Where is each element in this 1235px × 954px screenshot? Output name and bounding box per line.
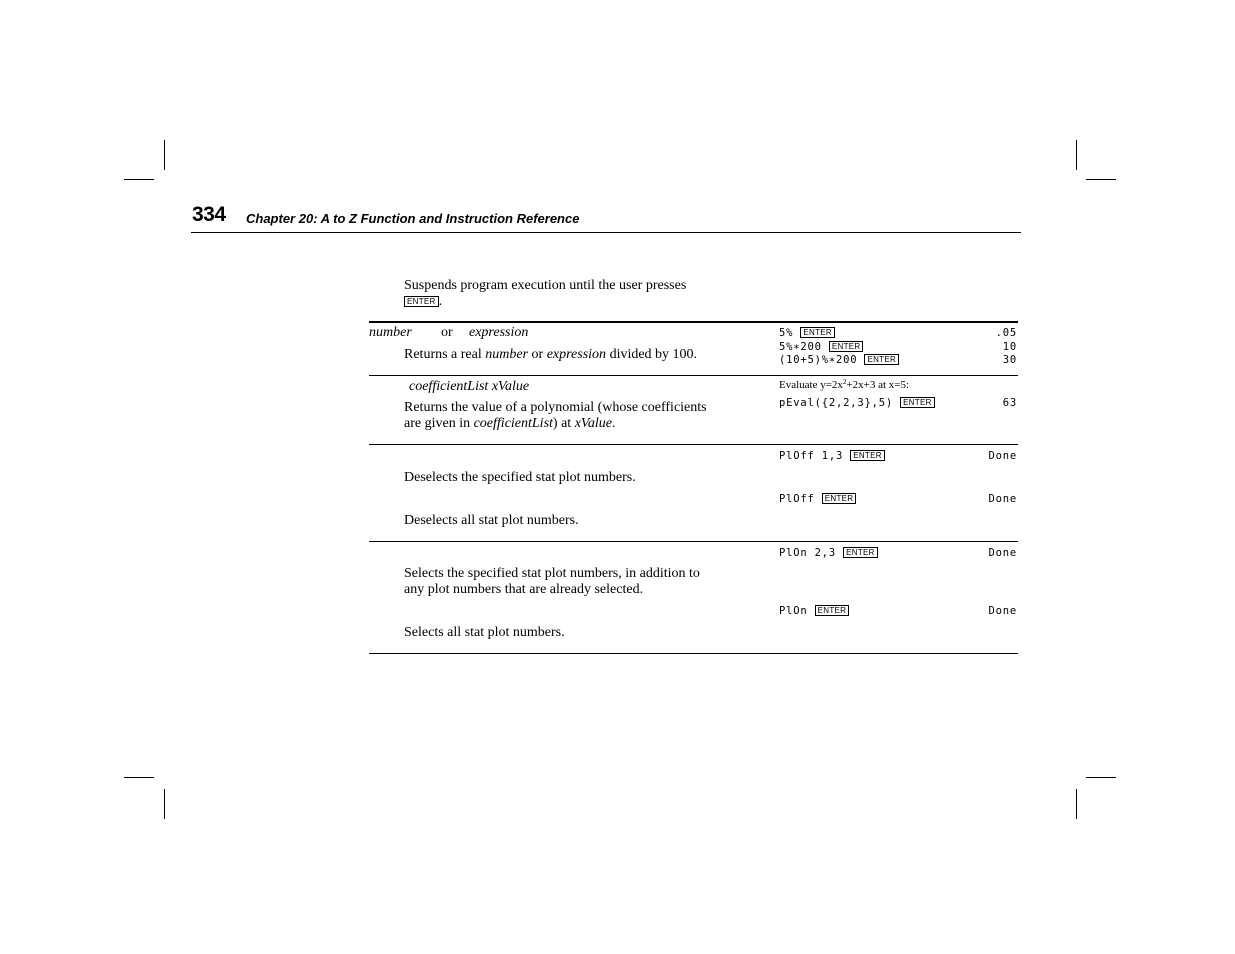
pause-description-text: Suspends program execution until the user presses (404, 278, 687, 293)
syntax-or: or (441, 325, 453, 340)
crop-mark (1076, 789, 1077, 819)
page-number: 334 (192, 203, 226, 226)
example-input-text: PlOff (779, 493, 815, 505)
example-input-text: (10+5)%∗200 (779, 354, 858, 366)
enter-key: ENTER (864, 354, 899, 365)
example-output: 63 (1002, 397, 1017, 409)
chapter-title: Chapter 20: A to Z Function and Instruction Reference (246, 211, 580, 226)
example-output: Done (988, 450, 1017, 462)
description-text: or (528, 347, 547, 362)
example-input-text: PlOn (779, 605, 808, 617)
example-output: 10 (1002, 341, 1017, 353)
crop-mark (164, 140, 165, 170)
syntax-arg-expression: expression (469, 325, 529, 340)
note-text: +2x+3 at x=5: (846, 379, 910, 391)
entry-divider (369, 321, 1018, 323)
description-text: Returns a real (404, 347, 486, 362)
example-input-text: 5%∗200 (779, 341, 822, 353)
crop-mark (124, 777, 154, 778)
example-input (779, 450, 885, 463)
crop-mark (164, 789, 165, 819)
description-text: ) at (552, 416, 575, 431)
example-input (779, 547, 878, 560)
example-input (779, 493, 856, 506)
enter-key: ENTER (822, 493, 857, 504)
enter-key: ENTER (815, 605, 850, 616)
description-arg: expression (546, 347, 607, 362)
example-output: 30 (1002, 354, 1017, 366)
ploff-description-specified: Deselects the specified stat plot numbers. (404, 470, 636, 485)
crop-mark (1086, 777, 1116, 778)
description-text: Selects the specified stat plot numbers, in addition to (404, 566, 700, 581)
entry-divider (369, 653, 1018, 654)
syntax-arg-number: number (369, 325, 412, 340)
example-input-text: pEval({2,2,3},5) (779, 397, 893, 409)
ploff-description-all: Deselects all stat plot numbers. (404, 513, 579, 528)
description-text: . (612, 416, 616, 431)
example-input-text: PlOff 1,3 (779, 450, 844, 462)
entry-divider (369, 541, 1018, 542)
example-input (779, 341, 863, 354)
percent-description (404, 347, 749, 363)
pause-description (404, 278, 749, 310)
plon-description-all: Selects all stat plot numbers. (404, 625, 565, 640)
description-arg: number (485, 347, 529, 362)
description-text: are given in (404, 416, 474, 431)
example-input (779, 327, 835, 340)
pause-description-period: . (438, 294, 443, 309)
note-superscript: 2 (842, 378, 847, 386)
entry-divider (369, 444, 1018, 445)
enter-key: ENTER (843, 547, 878, 558)
peval-syntax: coefficientList xValue (409, 379, 530, 394)
example-output: Done (988, 605, 1017, 617)
enter-key: ENTER (404, 296, 439, 307)
example-input-text: 5% (779, 327, 794, 339)
enter-key: ENTER (800, 327, 835, 338)
plon-description-specified (404, 566, 764, 598)
peval-example-note (779, 379, 909, 392)
enter-key: ENTER (900, 397, 935, 408)
description-text: Returns the value of a polynomial (whose coefficients (404, 400, 707, 415)
example-input (779, 354, 899, 367)
example-input (779, 397, 935, 410)
crop-mark (1076, 140, 1077, 170)
description-arg: xValue (574, 416, 613, 431)
header-rule (191, 232, 1021, 233)
percent-syntax (369, 325, 529, 341)
description-text: any plot numbers that are already selected. (404, 582, 644, 597)
description-arg: coefficientList (473, 416, 553, 431)
enter-key: ENTER (850, 450, 885, 461)
crop-mark (1086, 179, 1116, 180)
note-text: Evaluate y=2x (779, 379, 843, 391)
description-text: divided by 100. (606, 347, 698, 362)
example-output: .05 (995, 327, 1017, 339)
example-output: Done (988, 547, 1017, 559)
peval-description (404, 400, 764, 432)
enter-key: ENTER (829, 341, 864, 352)
example-input-text: PlOn 2,3 (779, 547, 836, 559)
example-input (779, 605, 849, 618)
entry-divider (369, 375, 1018, 376)
crop-mark (124, 179, 154, 180)
example-output: Done (988, 493, 1017, 505)
